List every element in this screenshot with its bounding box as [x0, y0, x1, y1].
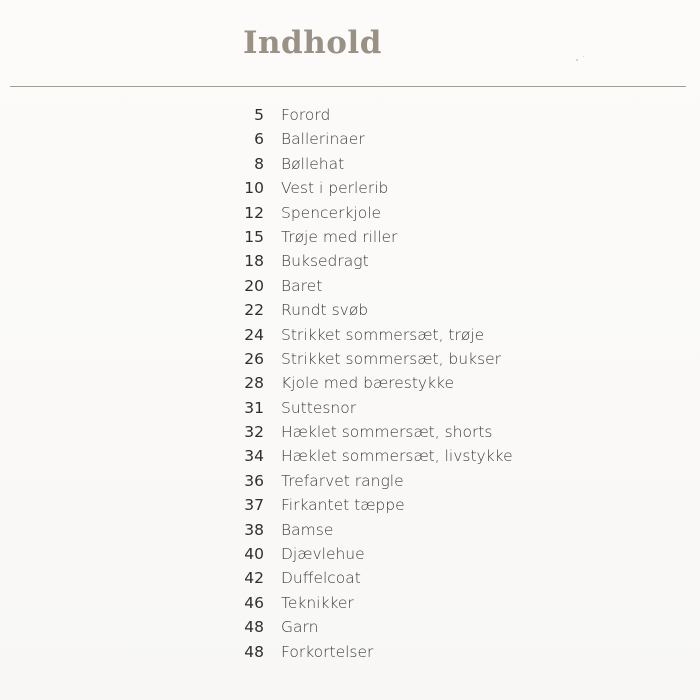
- toc-page-number: 40: [244, 545, 264, 564]
- toc-entry-title: Strikket sommersæt, trøje: [281, 325, 485, 344]
- toc-entry-title: Spencerkjole: [281, 203, 382, 222]
- toc-page-number: 28: [244, 374, 264, 393]
- toc-page-number: 42: [244, 569, 264, 588]
- toc-entry-title: Firkantet tæppe: [281, 496, 405, 515]
- toc-entry-title: Hæklet sommersæt, livstykke: [281, 447, 513, 466]
- toc-entry-title: Duffelcoat: [281, 569, 361, 588]
- toc-entry: [0, 615, 700, 639]
- toc-page-number: 24: [244, 325, 264, 344]
- toc-entry-title: Forord: [281, 106, 331, 124]
- paper-speck: [583, 56, 584, 57]
- toc-entry-title: Ballerinaer: [281, 130, 365, 149]
- toc-entry: [0, 249, 700, 273]
- toc-entry: [0, 201, 700, 225]
- toc-entry: [0, 298, 700, 322]
- toc-page-number: 34: [244, 447, 264, 466]
- toc-entry: [0, 640, 700, 664]
- toc-entry: [0, 493, 700, 517]
- toc-entry: [0, 323, 700, 347]
- title-divider: [10, 86, 686, 87]
- toc-entry: [0, 176, 700, 200]
- toc-entry: [0, 518, 700, 542]
- toc-entry-title: Hæklet sommersæt, shorts: [281, 423, 493, 442]
- toc-entry: [0, 225, 700, 249]
- toc-page-number: 22: [244, 301, 264, 320]
- toc-entry: [0, 444, 700, 468]
- toc-page-number: 12: [244, 203, 264, 222]
- toc-page-number: 32: [244, 423, 264, 442]
- toc-entry: [0, 591, 700, 615]
- toc-entry: [0, 152, 700, 176]
- toc-page-number: 10: [244, 179, 264, 198]
- toc-entry-title: Buksedragt: [281, 252, 369, 271]
- toc-page-number: 26: [244, 349, 264, 368]
- toc-entry-title: Forkortelser: [281, 642, 374, 661]
- toc-entry: [0, 347, 700, 371]
- toc-entry-title: Suttesnor: [281, 398, 357, 417]
- toc-page-number: 6: [254, 130, 264, 149]
- table-of-contents: [0, 103, 700, 664]
- paper-speck: [576, 59, 578, 61]
- toc-entry-title: Kjole med bærestykke: [281, 374, 455, 393]
- toc-page-number: 20: [244, 276, 264, 295]
- toc-entry-title: Trefarvet rangle: [281, 471, 404, 490]
- toc-entry: [0, 542, 700, 566]
- toc-entry-title: Rundt svøb: [281, 301, 369, 320]
- toc-entry-title: Djævlehue: [281, 545, 365, 564]
- toc-entry-title: Vest i perlerib: [281, 179, 389, 198]
- toc-entry: [0, 566, 700, 590]
- toc-entry-title: Garn: [281, 618, 319, 637]
- toc-page-number: 46: [244, 593, 264, 612]
- toc-entry-title: Teknikker: [281, 593, 354, 612]
- page-title: Indhold: [243, 25, 382, 61]
- toc-entry-title: Bøllehat: [281, 154, 345, 173]
- toc-entry: [0, 103, 700, 127]
- toc-entry-title: Trøje med riller: [281, 227, 398, 246]
- toc-page-number: 38: [244, 520, 264, 539]
- toc-entry: [0, 371, 700, 395]
- toc-page-number: 31: [244, 398, 264, 417]
- toc-page-number: 18: [244, 252, 264, 271]
- toc-page-number: 48: [244, 618, 264, 637]
- toc-entry: [0, 420, 700, 444]
- toc-page-number: 8: [254, 154, 264, 173]
- toc-entry: [0, 127, 700, 151]
- toc-entry-title: Bamse: [281, 520, 334, 539]
- toc-page-number: 37: [244, 496, 264, 515]
- toc-entry: [0, 396, 700, 420]
- toc-page-number: 48: [244, 642, 264, 661]
- toc-page-number: 15: [244, 227, 264, 246]
- toc-entry: [0, 274, 700, 298]
- toc-page-number: 5: [254, 106, 264, 124]
- toc-entry-title: Strikket sommersæt, bukser: [281, 349, 502, 368]
- toc-entry-title: Baret: [281, 276, 323, 295]
- toc-entry: [0, 469, 700, 493]
- toc-page-number: 36: [244, 471, 264, 490]
